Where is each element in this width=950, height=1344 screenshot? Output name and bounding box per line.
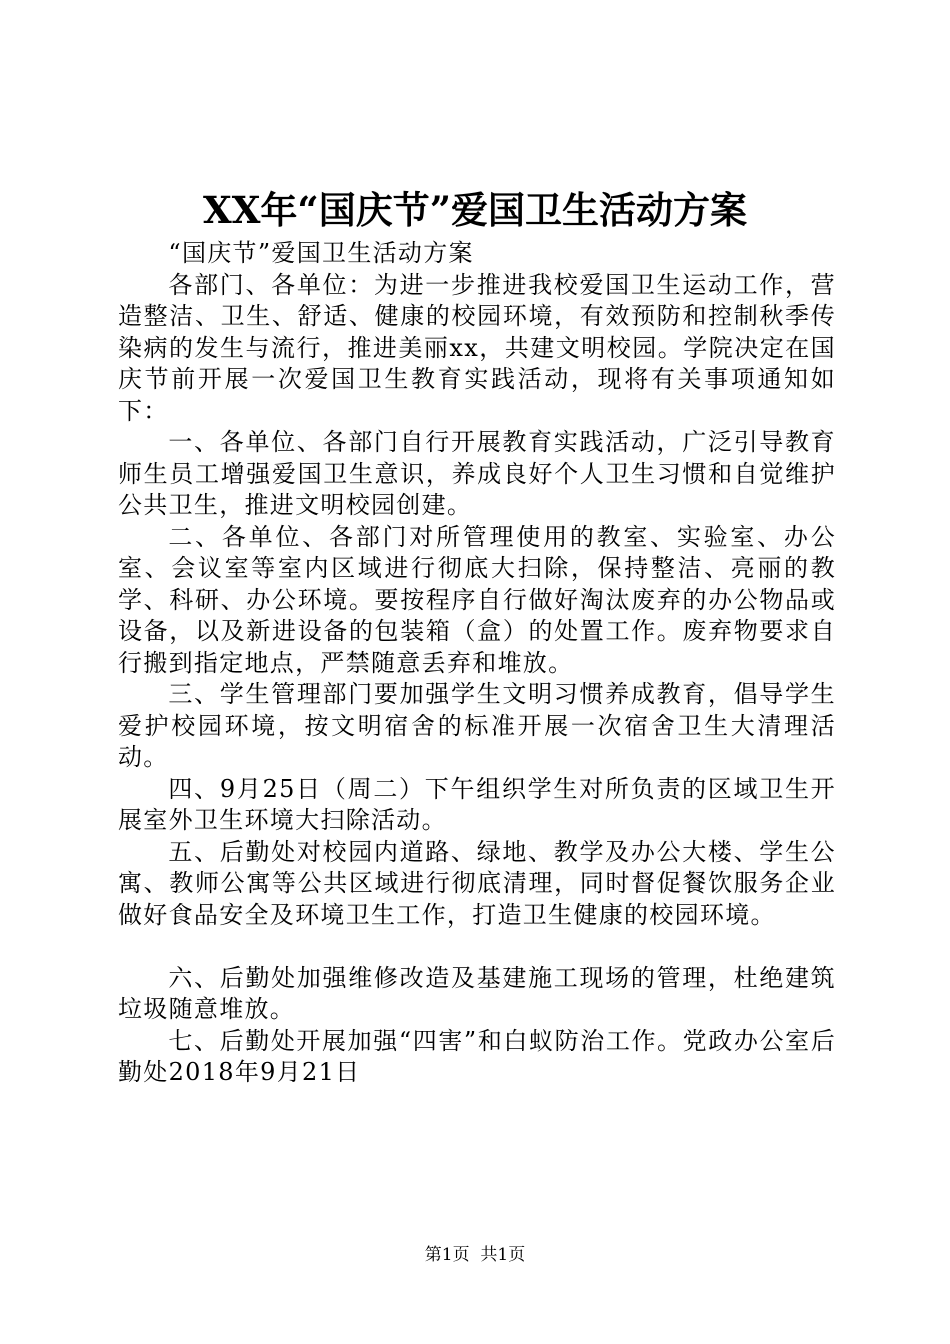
page-footer xyxy=(0,1244,950,1266)
subtitle: “国庆节”爱国卫生活动方案 xyxy=(168,239,474,267)
paragraph-item-4: 四、9月25日（周二）下午组织学生对所负责的区域卫生开展室外卫生环境大扫除活动。 xyxy=(118,774,836,834)
paragraph-item-6: 六、后勤处加强维修改造及基建施工现场的管理，杜绝建筑垃圾随意堆放。 xyxy=(118,963,836,1023)
document-body xyxy=(118,238,836,1089)
paragraph-item-2: 二、各单位、各部门对所管理使用的教室、实验室、办公室、会议室等室内区域进行彻底大扫除，保持整洁、亮丽的教学、科研、办公环境。要按程序自行做好淘汰废弃的办公物品或设备，以及新进设备的包装箱（盒）的处置工作。废弃物要求自行搬到指定地点，严禁随意丢弃和堆放。 xyxy=(118,522,836,677)
paragraph-item-1: 一、各单位、各部门自行开展教育实践活动，广泛引导教育师生员工增强爱国卫生意识，养成良好个人卫生习惯和自觉维护公共卫生，推进文明校园创建。 xyxy=(118,428,836,519)
page-number: 第1页 xyxy=(424,1245,470,1265)
paragraph-item-3: 三、学生管理部门要加强学生文明习惯养成教育，倡导学生爱护校园环境，按文明宿舍的标准开展一次宿舍卫生大清理活动。 xyxy=(118,680,836,771)
page-total: 共1页 xyxy=(480,1245,526,1265)
paragraph-intro: 各部门、各单位：为进一步推进我校爱国卫生运动工作，营造整洁、卫生、舒适、健康的校园环境，有效预防和控制秋季传染病的发生与流行，推进美丽xx，共建文明校园。学院决定在国庆节前开展一次爱国卫生教育实践活动，现将有关事项通知如下： xyxy=(118,270,836,425)
paragraph-item-5: 五、后勤处对校园内道路、绿地、教学及办公大楼、学生公寓、教师公寓等公共区域进行彻底清理，同时督促餐饮服务企业做好食品安全及环境卫生工作，打造卫生健康的校园环境。 xyxy=(118,837,836,929)
document-title: XX年“国庆节”爱国卫生活动方案 xyxy=(203,188,747,232)
paragraph-item-7: 七、后勤处开展加强“四害”和白蚁防治工作。党政办公室后勤处2018年9月21日 xyxy=(118,1026,836,1086)
